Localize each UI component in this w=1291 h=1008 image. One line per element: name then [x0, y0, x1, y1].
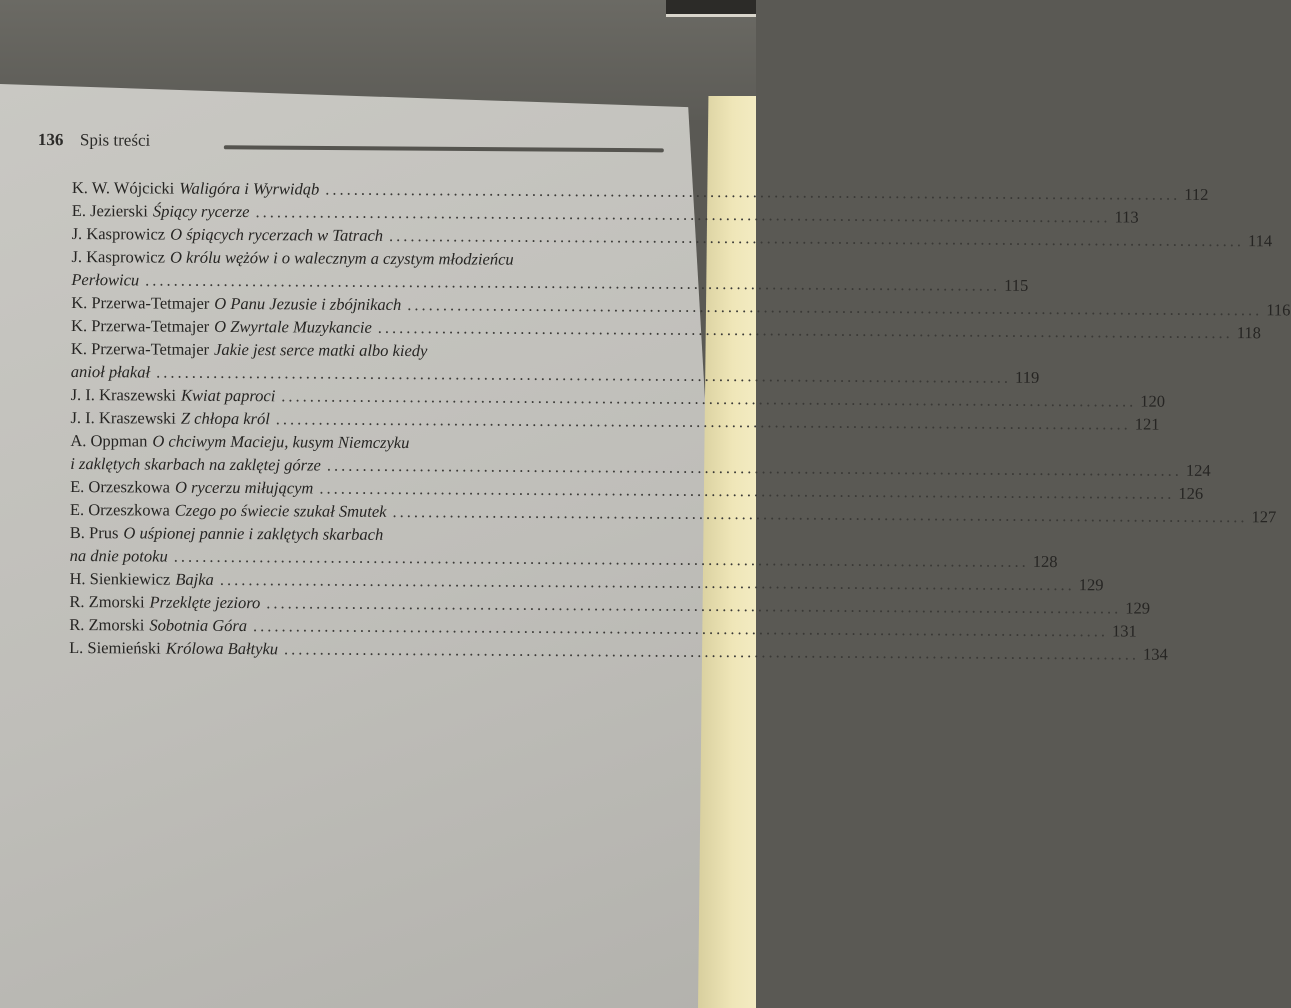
dot-leader: ........................................................................................................................	[281, 386, 1137, 411]
entry-title: O śpiących rycerzach w Tatrach	[170, 224, 384, 245]
dot-leader: ........................................................................................................................	[392, 501, 1248, 527]
dot-leader: ........................................................................................................................	[389, 225, 1245, 251]
entry-title: Sobotnia Góra	[149, 615, 248, 636]
entry-title: anioł płakał	[70, 361, 151, 382]
entry-page-number: 114	[1248, 231, 1273, 251]
dot-leader: ........................................................................................................................	[219, 569, 1075, 595]
entry-title: Przeklęte jezioro	[149, 592, 261, 613]
corner-object	[666, 0, 756, 17]
entry-title: Z chłopa król	[180, 408, 270, 429]
entry-author: H. Sienkiewicz	[69, 568, 171, 589]
dot-leader: ........................................................................................................................	[255, 202, 1111, 227]
entry-title: na dnie potoku	[69, 545, 168, 566]
entry-page-number: 129	[1125, 598, 1151, 618]
entry-page-number: 129	[1078, 575, 1104, 595]
entry-author: R. Zmorski	[69, 591, 145, 612]
header-rule	[224, 145, 664, 152]
entry-title: Jakie jest serce matki albo kiedy	[213, 339, 428, 361]
entry-page-number: 131	[1111, 621, 1137, 641]
entry-title: Bajka	[175, 569, 214, 589]
entry-page-number: 113	[1114, 207, 1139, 227]
entry-author: B. Prus	[69, 522, 119, 543]
entry-page-number: 124	[1185, 460, 1211, 480]
dot-leader: ........................................................................................................................	[266, 593, 1122, 618]
dot-leader: ........................................................................................................................	[326, 455, 1182, 480]
entry-title: Królowa Bałtyku	[165, 638, 279, 659]
entry-page-number: 118	[1236, 323, 1262, 343]
dot-leader: ........................................................................................................................	[156, 362, 1012, 387]
page-title: Spis treści	[79, 130, 151, 150]
entry-title: Czego po świecie szukał Smutek	[174, 500, 387, 521]
entry-author: J. I. Kraszewski	[70, 407, 176, 428]
entry-title: Waligóra i Wyrwidąb	[179, 178, 320, 199]
dot-leader: ........................................................................................................................	[319, 478, 1175, 503]
entry-author: E. Orzeszkowa	[70, 476, 171, 497]
dot-leader: ........................................................................................................................	[407, 295, 1263, 320]
entry-page-number: 128	[1032, 551, 1058, 572]
table-of-contents	[69, 176, 1291, 664]
entry-author: J. I. Kraszewski	[70, 384, 177, 405]
entry-title: Perłowicu	[71, 269, 140, 290]
entry-title: O chciwym Macieju, kusym Niemczyku	[152, 431, 410, 453]
dot-leader: ........................................................................................................................	[284, 639, 1140, 664]
entry-title: O rycerzu miłującym	[174, 477, 314, 498]
entry-page-number: 116	[1266, 300, 1291, 320]
entry-author: L. Siemieński	[69, 637, 161, 658]
page-header	[38, 126, 668, 160]
entry-page-number: 120	[1140, 391, 1166, 411]
entry-author: J. Kasprowicz	[71, 223, 166, 244]
dot-leader: ........................................................................................................................	[325, 179, 1181, 204]
dot-leader: ........................................................................................................................	[253, 616, 1109, 641]
entry-author: A. Oppman	[70, 430, 148, 451]
entry-title: O uśpionej pannie i zaklętych skarbach	[123, 523, 384, 544]
entry-page-number: 126	[1178, 483, 1204, 503]
entry-page-number: 121	[1134, 414, 1160, 434]
entry-page-number: 127	[1251, 507, 1277, 527]
entry-title: Śpiący rycerze	[152, 201, 250, 222]
page-number: 136	[37, 129, 64, 150]
dot-leader: ........................................................................................................................	[145, 270, 1001, 295]
entry-author: K. W. Wójcicki	[71, 177, 175, 198]
entry-author: J. Kasprowicz	[71, 246, 166, 267]
toc-entry	[69, 636, 1168, 664]
entry-page-number: 119	[1015, 367, 1040, 387]
dot-leader: ........................................................................................................................	[377, 317, 1233, 343]
entry-page-number: 134	[1143, 644, 1168, 664]
entry-title: O Zwyrtale Muzykancie	[214, 316, 372, 337]
entry-title: O królu wężów i o walecznym a czystym młodzieńcu	[169, 247, 514, 269]
entry-author: E. Orzeszkowa	[69, 499, 170, 520]
dot-leader: ........................................................................................................................	[173, 546, 1029, 571]
entry-title: Kwiat paproci	[180, 385, 276, 406]
entry-title: i zaklętych skarbach na zaklętej górze	[70, 453, 321, 475]
entry-author: K. Przerwa-Tetmajer	[70, 338, 210, 359]
entry-author: K. Przerwa-Tetmajer	[71, 315, 210, 336]
dot-leader: ........................................................................................................................	[275, 409, 1131, 434]
entry-author: R. Zmorski	[69, 614, 145, 635]
entry-title: O Panu Jezusie i zbójnikach	[214, 293, 402, 315]
entry-page-number: 112	[1184, 184, 1209, 204]
entry-author: K. Przerwa-Tetmajer	[71, 292, 210, 313]
entry-author: E. Jezierski	[71, 200, 148, 221]
entry-page-number: 115	[1004, 275, 1029, 295]
